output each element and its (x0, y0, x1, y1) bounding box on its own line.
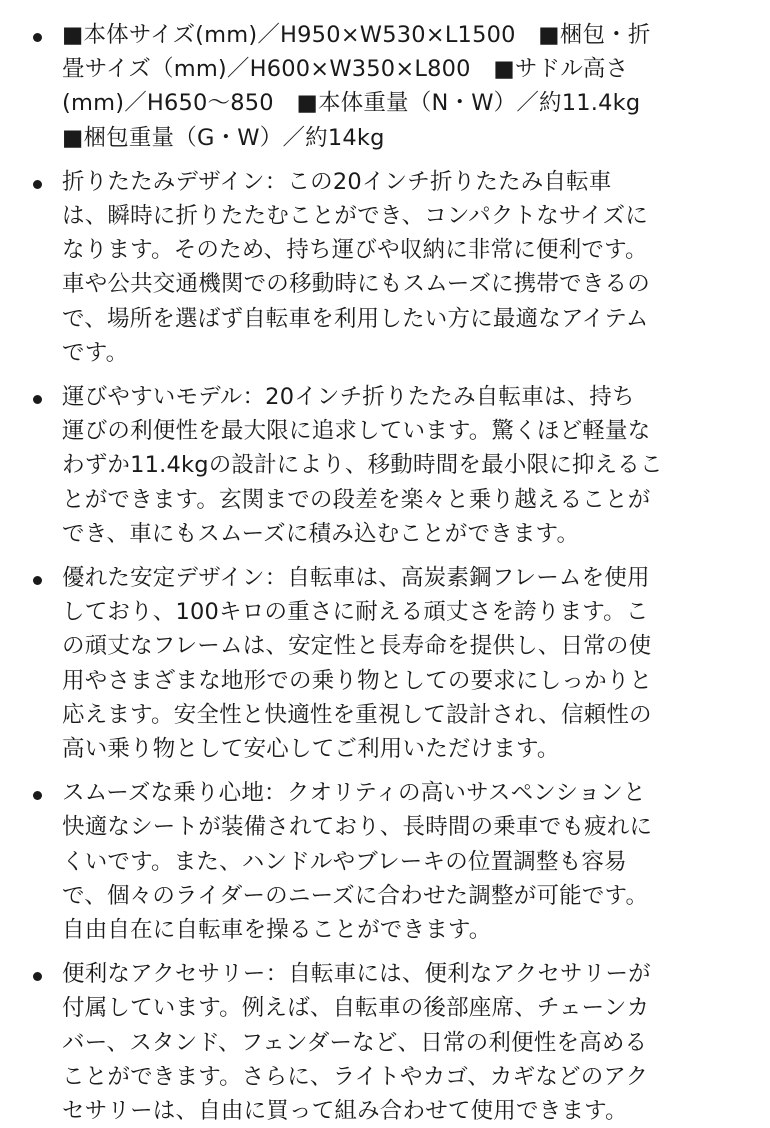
feature-bullet-list (0, 18, 748, 1128)
bullet-dot-icon (33, 33, 42, 42)
bullet-item-smooth-ride (0, 776, 748, 947)
bullet-dot-icon (33, 791, 42, 800)
bullet-item-portable-model (0, 380, 748, 551)
bullet-text-portable-model: 運びやすいモデル：20インチ折りたたみ自転車は、持ち 運びの利便性を最大限に追求しています。驚くほど軽量な わずか11.4kgの設計により、移動時間を最小限に抑えるこ とができます。玄関までの段差を楽々と乗り越えることが でき、車にもスムーズに積み込むことができます。 (62, 384, 663, 547)
bullet-item-stable-design (0, 561, 748, 766)
bullet-text-folding-design: 折りたたみデザイン：この20インチ折りたたみ自転車 は、瞬時に折りたたむことができ、コンパクトなサイズに なります。そのため、持ち運びや収納に非常に便利です。 車や公共交通機関での移動時にもスムーズに携帯できるの で、場所を選ばず自転車を利用したい方に最適なアイテム です。 (62, 168, 650, 366)
bullet-text-specs: ■本体サイズ(mm)／H950×W530×L1500 ■梱包・折 畳サイズ（mm)／H600×W350×L800 ■サドル高さ (mm)／H650～850 ■本体重量（N・W）／約11.4kg ■梱包重量（G・W）／約14kg (62, 22, 651, 151)
bullet-dot-icon (33, 180, 42, 189)
bullet-dot-icon (33, 972, 42, 981)
bullet-item-folding-design (0, 165, 748, 370)
bullet-item-accessories (0, 957, 748, 1128)
bullet-text-accessories: 便利なアクセサリー：自転車には、便利なアクセサリーが 付属しています。例えば、自転車の後部座席、チェーンカ バー、スタンド、フェンダーなど、日常の利便性を高める ことができます。さらに、ライトやカゴ、カギなどのアク セサリーは、自由に買って組み合わせて使用できます。 (62, 961, 651, 1125)
bullet-dot-icon (33, 395, 42, 404)
bullet-text-smooth-ride: スムーズな乗り心地：クオリティの高いサスペンションと 快適なシートが装備されており、長時間の乗車でも疲れに くいです。また、ハンドルやブレーキの位置調整も容易 で、個々のライダーのニーズに合わせた調整が可能です。 自由自在に自転車を操ることができます。 (62, 780, 653, 944)
bullet-item-specs (0, 18, 748, 155)
bullet-text-stable-design: 優れた安定デザイン：自転車は、高炭素鋼フレームを使用 しており、100キロの重さに耐える頑丈さを誇ります。こ の頑丈なフレームは、安定性と長寿命を提供し、日常の使 用やさまざまな地形での乗り物としての要求にしっかりと 応えます。安全性と快適性を重視して設計され、信頼性の 高い乗り物として安心してご利用いただけます。 (62, 565, 653, 763)
bullet-dot-icon (33, 576, 42, 585)
